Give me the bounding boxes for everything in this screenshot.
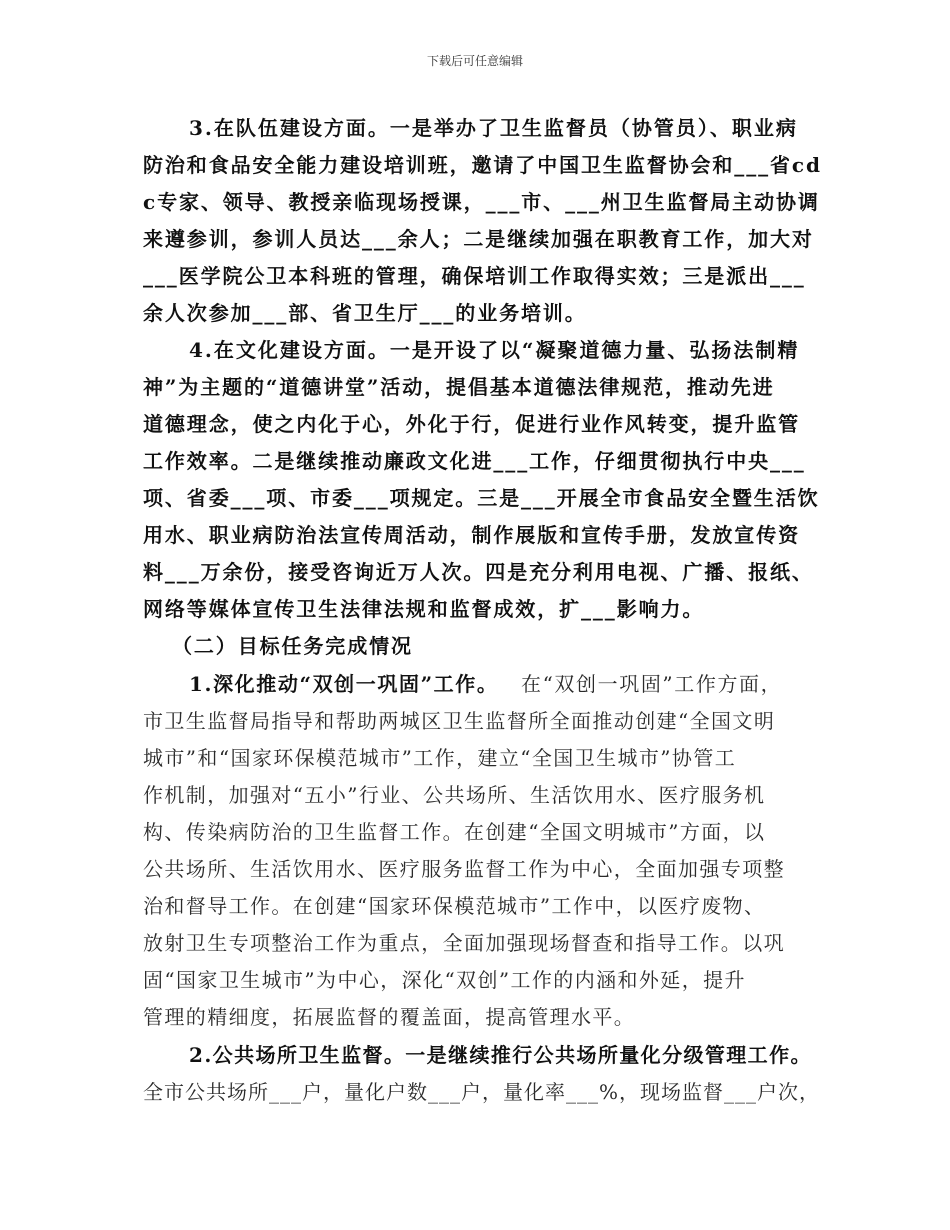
paragraph-line: 来遵参训，参训人员达___余人；二是继续加强在职教育工作，加大对: [143, 227, 814, 251]
paragraph-line: 城市”和“国家环保模范城市”工作，建立“全国卫生城市”协管工: [143, 746, 737, 770]
paragraph-line: 固“国家卫生城市”为中心，深化“双创”工作的内涵和外延，提升: [143, 968, 746, 992]
paragraph-line: 防治和食品安全能力建设培训班，邀请了中国卫生监督协会和___省cd: [143, 153, 822, 177]
paragraph-line: 余人次参加___部、省卫生厅___的业务培训。: [143, 301, 587, 325]
section-heading: （二）目标任务完成情况: [172, 634, 413, 658]
paragraph-line: 放射卫生专项整治工作为重点，全面加强现场督查和指导工作。以巩: [143, 931, 785, 955]
paragraph-line: 项、省委___项、市委___项规定。三是___开展全市食品安全暨生活饮: [143, 486, 820, 510]
paragraph-line: 市卫生监督局指导和帮助两城区卫生监督所全面推动创建“全国文明: [143, 709, 776, 733]
paragraph-line: 管理的精细度，拓展监督的覆盖面，提高管理水平。: [143, 1005, 636, 1029]
paragraph-line: 作机制，加强对“五小”行业、公共场所、生活饮用水、医疗服务机: [143, 783, 766, 807]
paragraph-line: 网络等媒体宣传卫生法律法规和监督成效，扩___影响力。: [143, 597, 705, 621]
paragraph-line: 道德理念，使之内化于心，外化于行，促进行业作风转变，提升监管: [143, 412, 800, 436]
paragraph-line: 料___万余份，接受咨询近万人次。四是充分利用电视、广播、报纸、: [143, 560, 814, 584]
paragraph-line: 4.在文化建设方面。一是开设了以“凝聚道德力量、弘扬法制精: [189, 338, 800, 362]
paragraph-line: 3.在队伍建设方面。一是举办了卫生监督员（协管员）、职业病: [189, 116, 798, 140]
paragraph-line: c专家、领导、教授亲临现场授课，___市、___州卫生监督局主动协调: [143, 190, 820, 214]
paragraph-line: 构、传染病防治的卫生监督工作。在创建“全国文明城市”方面，以: [143, 820, 766, 844]
paragraph-line: 治和督导工作。在创建“国家环保模范城市”工作中，以医疗废物、: [143, 894, 766, 918]
item-heading: 1.深化推动“双创一巩固”工作。: [189, 672, 499, 696]
paragraph-line: 全市公共场所___户，量化户数___户，量化率___%，现场监督___户次，: [143, 1080, 821, 1104]
paragraph-line: 工作效率。二是继续推动廉政文化进___工作，仔细贯彻执行中央___: [143, 449, 806, 473]
paragraph-line: ___医学院公卫本科班的管理，确保培训工作取得实效；三是派出___: [143, 264, 806, 288]
paragraph-line: 公共场所、生活饮用水、医疗服务监督工作为中心，全面加强专项整: [143, 857, 785, 881]
paragraph-line: 用水、职业病防治法宣传周活动，制作展版和宣传手册，发放宣传资: [143, 523, 800, 547]
paragraph-line: 在“双创一巩固”工作方面，: [521, 672, 783, 696]
page-header: 下载后可任意编辑: [426, 54, 523, 68]
item-heading: 2.公共场所卫生监督。一是继续推行公共场所量化分级管理工作。: [189, 1043, 812, 1067]
paragraph-line: 神”为主题的“道德讲堂”活动，提倡基本道德法律规范，推动先进: [143, 375, 775, 399]
